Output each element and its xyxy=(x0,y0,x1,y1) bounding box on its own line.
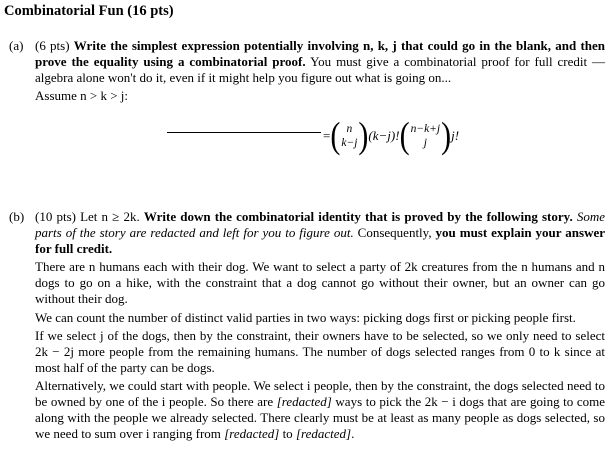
part-a-points: (6 pts) xyxy=(35,38,70,53)
part-a-instruction: You must give a combinatorial proof for full credit — algebra alone won't do it, even if it might help you figure out what is going on... xyxy=(35,54,605,86)
p4-mid: ways to pick the 2k − i dogs that are going to come along with the people we already selected. There clearly must be at least as many people as dogs selected, so we need to sum over i ranging from xyxy=(35,394,606,442)
part-b-lead: (10 pts) Let n ≥ 2k. xyxy=(35,209,140,224)
part-b xyxy=(9,209,607,444)
redacted-ways: [redacted] xyxy=(276,394,332,410)
story-paragraph-3: If we select j of the dogs, then by the constraint, their owners have to be selected, so we only need to select 2k − 2j more people from the remaining humans. The number of dogs selected ranges from 0 to k since at most half of the party can be dogs. xyxy=(35,327,605,375)
part-a-label: (a) xyxy=(9,38,24,53)
story-paragraph-1: There are n humans each with their dog. We want to select a party of 2k creatures from the n humans and n dogs to go on a hike, with the constraint that a dog cannot go without their owner, but an owner can go without their dog. xyxy=(35,259,605,307)
equation-rhs xyxy=(323,114,459,158)
story-paragraph-2: We can count the number of distinct valid parties in two ways: picking dogs first or picking people first. xyxy=(35,309,576,325)
redacted-upper-bound: [redacted] xyxy=(295,426,352,442)
part-b-intro xyxy=(35,209,605,257)
binomial-1-top: n xyxy=(346,123,353,136)
answer-blank xyxy=(167,132,321,133)
p4-to: to xyxy=(282,426,293,442)
part-a-bold-instruction: Write the simplest expression potentially involving n, k, j that could go in the blank, and then prove the equality using a combinatorial proof. xyxy=(35,38,606,70)
right-paren-2: ) xyxy=(441,115,452,157)
problem-title: Combinatorial Fun (16 pts) xyxy=(4,3,174,19)
part-b-consequently: Consequently, xyxy=(357,225,432,241)
p4-end: . xyxy=(351,426,355,442)
equals-sign: = xyxy=(323,128,331,144)
left-paren-2: ( xyxy=(399,115,410,157)
part-b-italic-note: Some parts of the story are redacted and left for you to figure out. xyxy=(35,209,606,241)
left-paren-1: ( xyxy=(330,115,341,157)
binomial-2-bottom: j xyxy=(423,137,427,150)
part-b-bold-instruction: Write down the combinatorial identity that is proved by the following story. xyxy=(143,209,573,224)
right-paren-1: ) xyxy=(358,115,369,157)
binomial-1 xyxy=(341,122,357,150)
binomial-2 xyxy=(411,122,441,150)
middle-factorial: (k−j)! xyxy=(368,128,400,144)
part-a-prompt xyxy=(35,38,605,86)
binomial-1-bottom: k−j xyxy=(341,137,358,150)
part-a-assumption: Assume n > k > j: xyxy=(35,88,129,104)
part-b-label: (b) xyxy=(9,209,25,224)
story-paragraph-4 xyxy=(35,378,605,442)
part-b-explain-instruction: you must explain your answer for full credit. xyxy=(35,225,606,257)
binomial-2-top: n−k+j xyxy=(410,123,441,136)
redacted-lower-bound: [redacted] xyxy=(224,426,280,442)
identity-equation xyxy=(35,108,605,158)
end-factorial: j! xyxy=(451,128,460,144)
p4-start: Alternatively, we could start with people. We select i people, then by the constraint, the dogs selected need to be owned by one of the i people. So there are xyxy=(35,377,605,410)
part-a xyxy=(9,38,607,158)
